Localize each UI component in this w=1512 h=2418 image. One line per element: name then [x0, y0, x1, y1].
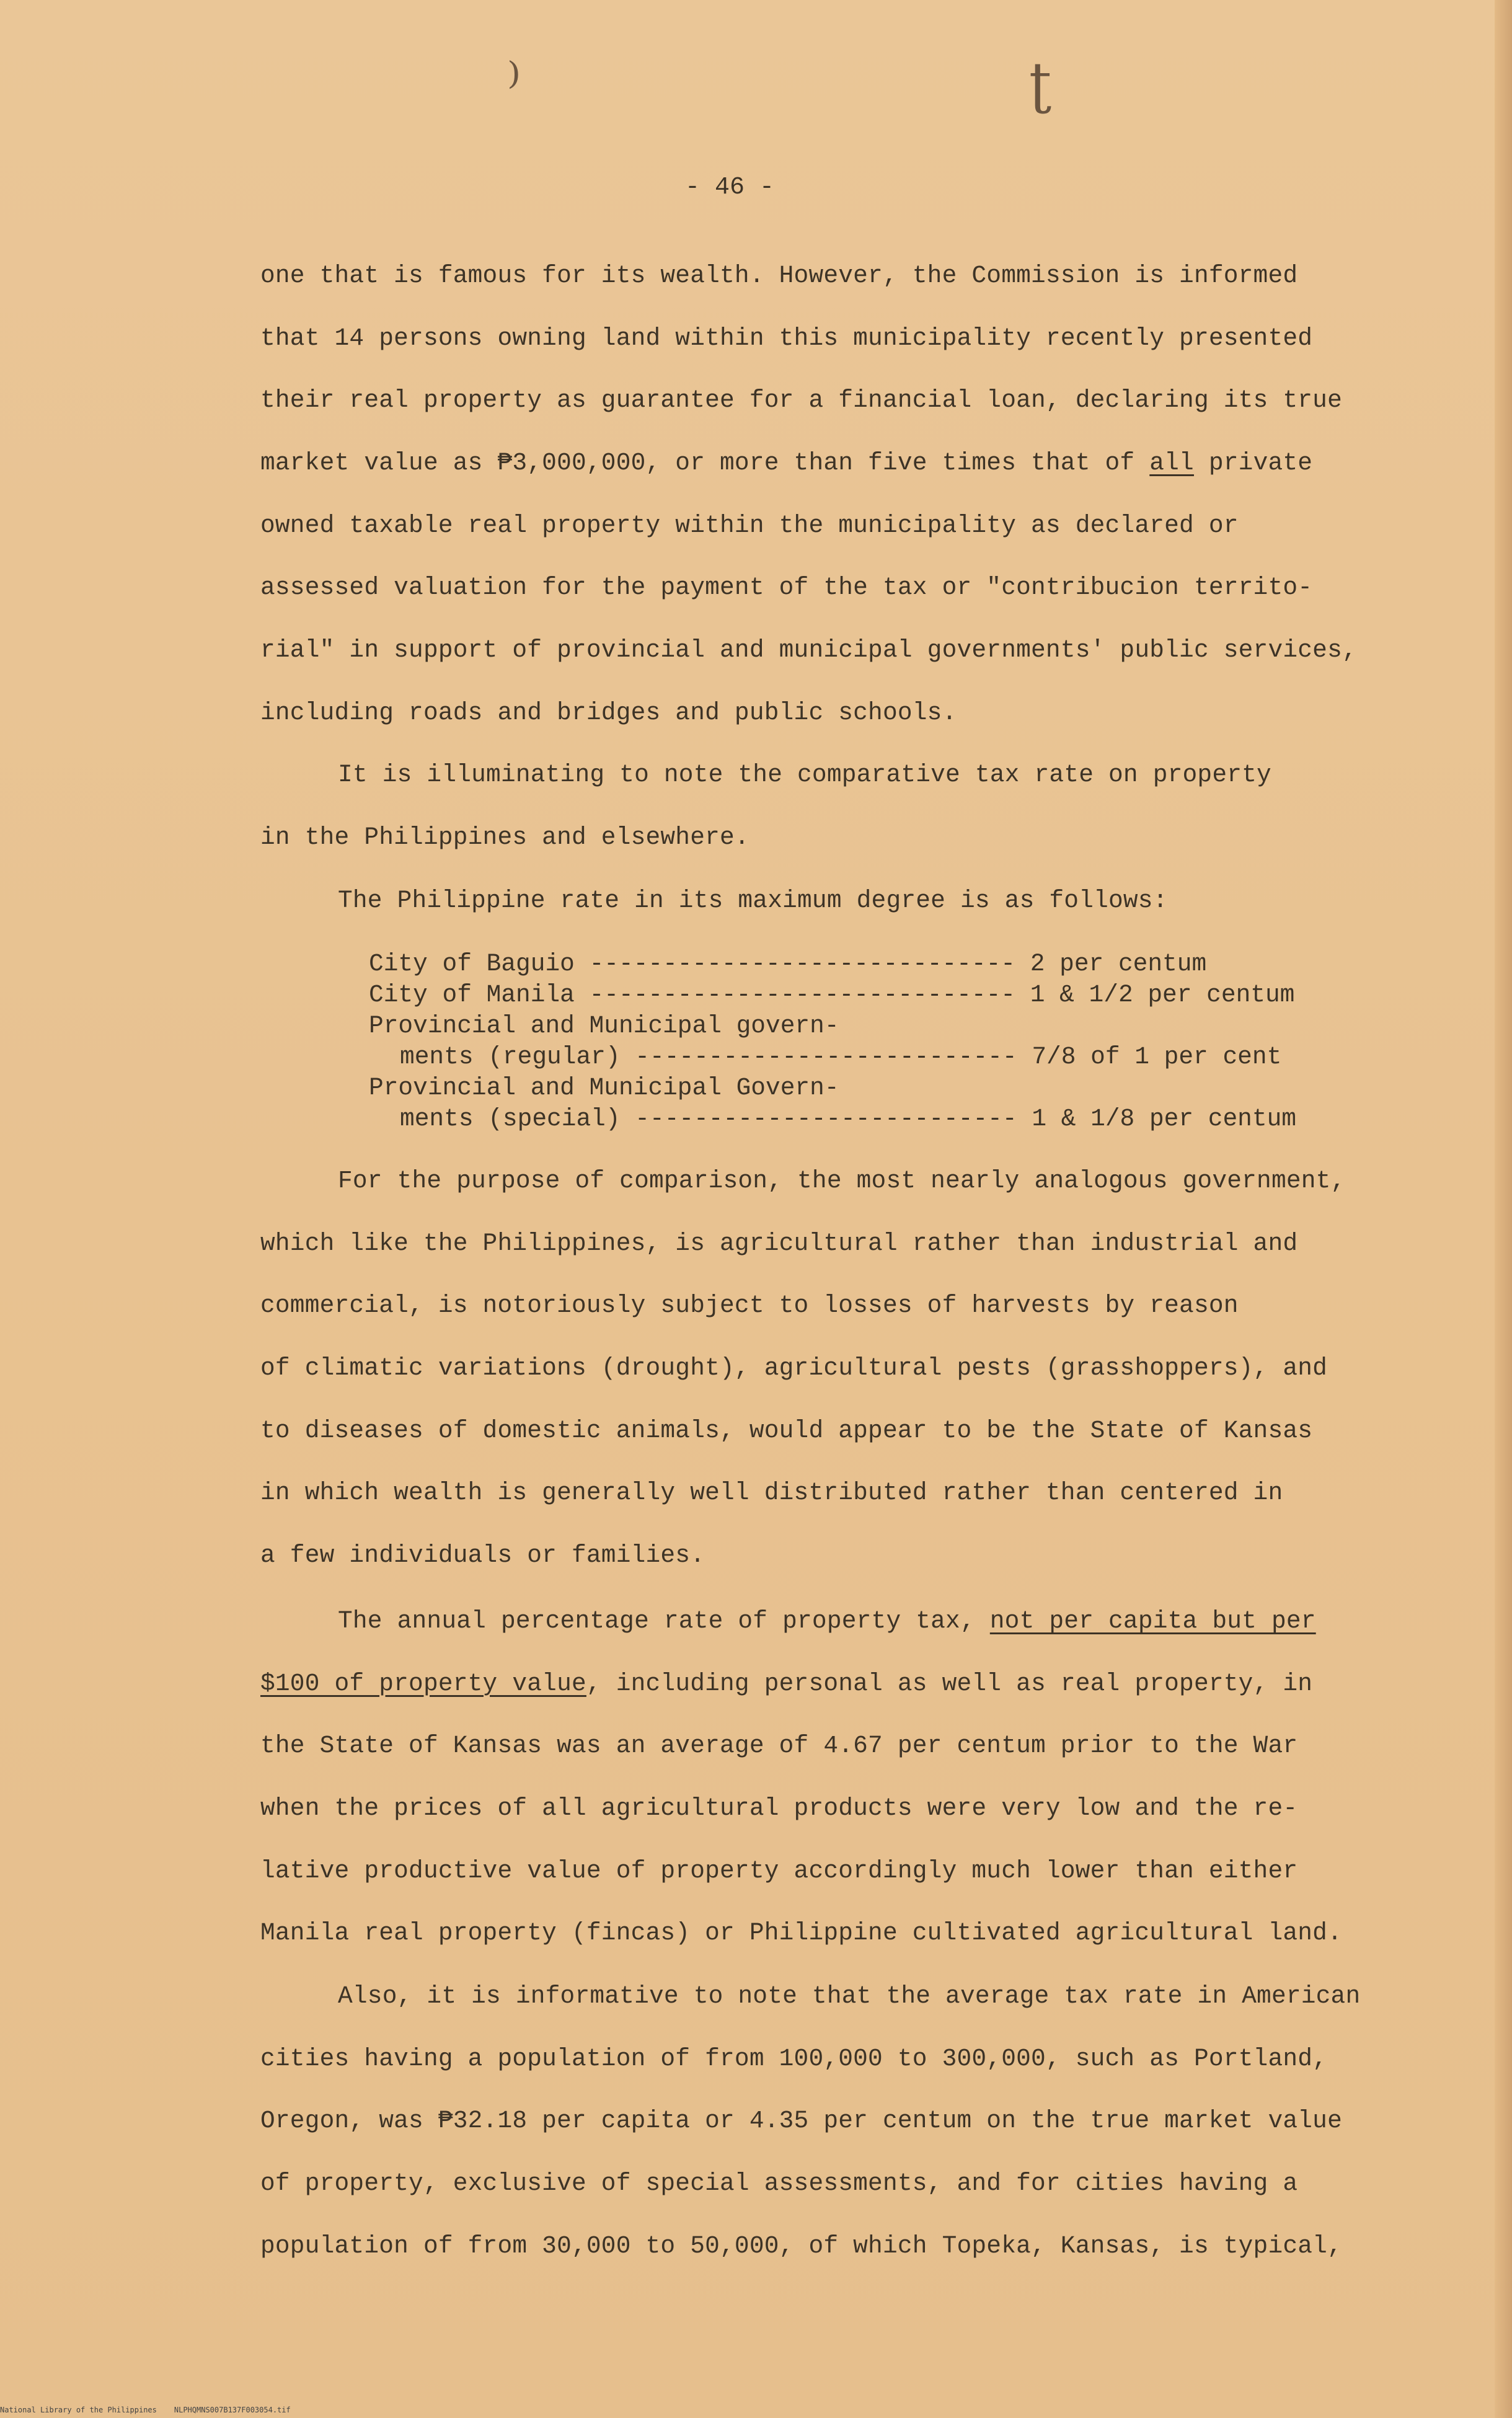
rate-label: Provincial and Municipal govern-	[369, 1012, 839, 1040]
text-line: $100 of property value, including personal as well as real property, in	[260, 1669, 1313, 1698]
binding-hole-mark-left: ⁾	[507, 51, 521, 116]
paragraph-1	[260, 245, 1426, 745]
text-line: commercial, is notoriously subject to losses of harvests by reason	[260, 1291, 1239, 1320]
text-line: It is illuminating to note the comparative tax rate on property	[338, 761, 1271, 789]
text-line: the State of Kansas was an average of 4.67 per centum prior to the War	[260, 1732, 1298, 1760]
rate-leader: --------------------------	[635, 1043, 1017, 1071]
rate-value: 1 & 1/8 per centum	[1032, 1105, 1296, 1133]
text-line: The annual percentage rate of property tax, not per capita but per	[338, 1607, 1316, 1635]
footer-file-id: NLPHQMNS007B137F003054.tif	[174, 2406, 291, 2414]
rate-leader: --------------------------	[635, 1105, 1017, 1133]
rate-row-provincial-heading	[369, 1011, 1423, 1042]
text-line: market value as ₱3,000,000, or more than five times that of all private	[260, 449, 1313, 477]
rate-value: 1 & 1/2 per centum	[1030, 981, 1295, 1009]
text-line: that 14 persons owning land within this municipality recently presented	[260, 324, 1313, 352]
page-edge-shadow	[1495, 0, 1512, 2418]
rate-row-regular	[369, 1042, 1423, 1073]
underlined-text: all	[1149, 449, 1194, 477]
footer-library: National Library of the Philippines	[0, 2406, 157, 2414]
rate-value: 7/8 of 1 per cent	[1032, 1043, 1282, 1071]
rate-row-special	[369, 1104, 1423, 1135]
text-line: including roads and bridges and public schools.	[260, 698, 957, 727]
paragraph-4	[260, 1150, 1426, 1587]
text-line: to diseases of domestic animals, would appear to be the State of Kansas	[260, 1416, 1313, 1445]
rate-leader: -----------------------------	[589, 981, 1015, 1009]
paragraph-6	[260, 1965, 1426, 2277]
rate-row-manila	[369, 980, 1423, 1011]
text-line: their real property as guarantee for a financial loan, declaring its true	[260, 386, 1342, 415]
rate-row-provincial-heading-2	[369, 1073, 1423, 1104]
archive-footer	[0, 2406, 308, 2414]
text-line: of climatic variations (drought), agricultural pests (grasshoppers), and	[260, 1354, 1328, 1383]
text-line: lative productive value of property accordingly much lower than either	[260, 1856, 1298, 1885]
text-line: rial" in support of provincial and municipal governments' public services,	[260, 636, 1357, 665]
rate-label: ments (regular)	[400, 1043, 621, 1071]
text-line: Also, it is informative to note that the average tax rate in American	[338, 1982, 1361, 2010]
text-line: of property, exclusive of special assessments, and for cities having a	[260, 2169, 1298, 2198]
page-number: - 46 -	[685, 174, 775, 202]
rate-label: City of Baguio	[369, 950, 575, 978]
rate-leader: -----------------------------	[589, 950, 1015, 978]
text-line: cities having a population of from 100,000 to 300,000, such as Portland,	[260, 2044, 1328, 2073]
text-line: which like the Philippines, is agricultural rather than industrial and	[260, 1229, 1298, 1257]
text-line: assessed valuation for the payment of the tax or "contribucion territo-	[260, 574, 1313, 602]
text-line: a few individuals or families.	[260, 1541, 705, 1570]
text-line: when the prices of all agricultural products were very low and the re-	[260, 1794, 1298, 1823]
rate-label: City of Manila	[369, 981, 575, 1009]
text-line: The Philippine rate in its maximum degree is as follows:	[338, 887, 1168, 914]
paragraph-3	[260, 870, 1426, 932]
text-line: one that is famous for its wealth. However, the Commission is informed	[260, 262, 1298, 290]
underlined-text: $100 of property value	[260, 1669, 586, 1698]
paragraph-2	[260, 744, 1426, 869]
paragraph-5	[260, 1590, 1426, 1965]
text-line: owned taxable real property within the municipality as declared or	[260, 511, 1239, 539]
underlined-text: not per capita but per	[989, 1607, 1316, 1635]
text-line: Manila real property (fincas) or Philippine cultivated agricultural land.	[260, 1919, 1342, 1947]
rate-table	[369, 949, 1423, 1135]
rate-label: Provincial and Municipal Govern-	[369, 1074, 839, 1102]
text-line: For the purpose of comparison, the most nearly analogous government,	[338, 1167, 1346, 1195]
binding-hole-mark-right: ʈ	[1029, 51, 1052, 116]
rate-value: 2 per centum	[1030, 950, 1207, 978]
rate-row-baguio	[369, 949, 1423, 980]
text-line: in the Philippines and elsewhere.	[260, 823, 749, 851]
rate-label: ments (special)	[400, 1105, 621, 1133]
text-line: Oregon, was ₱32.18 per capita or 4.35 per centum on the true market value	[260, 2107, 1342, 2135]
text-line: population of from 30,000 to 50,000, of which Topeka, Kansas, is typical,	[260, 2231, 1342, 2260]
text-line: in which wealth is generally well distributed rather than centered in	[260, 1479, 1283, 1507]
